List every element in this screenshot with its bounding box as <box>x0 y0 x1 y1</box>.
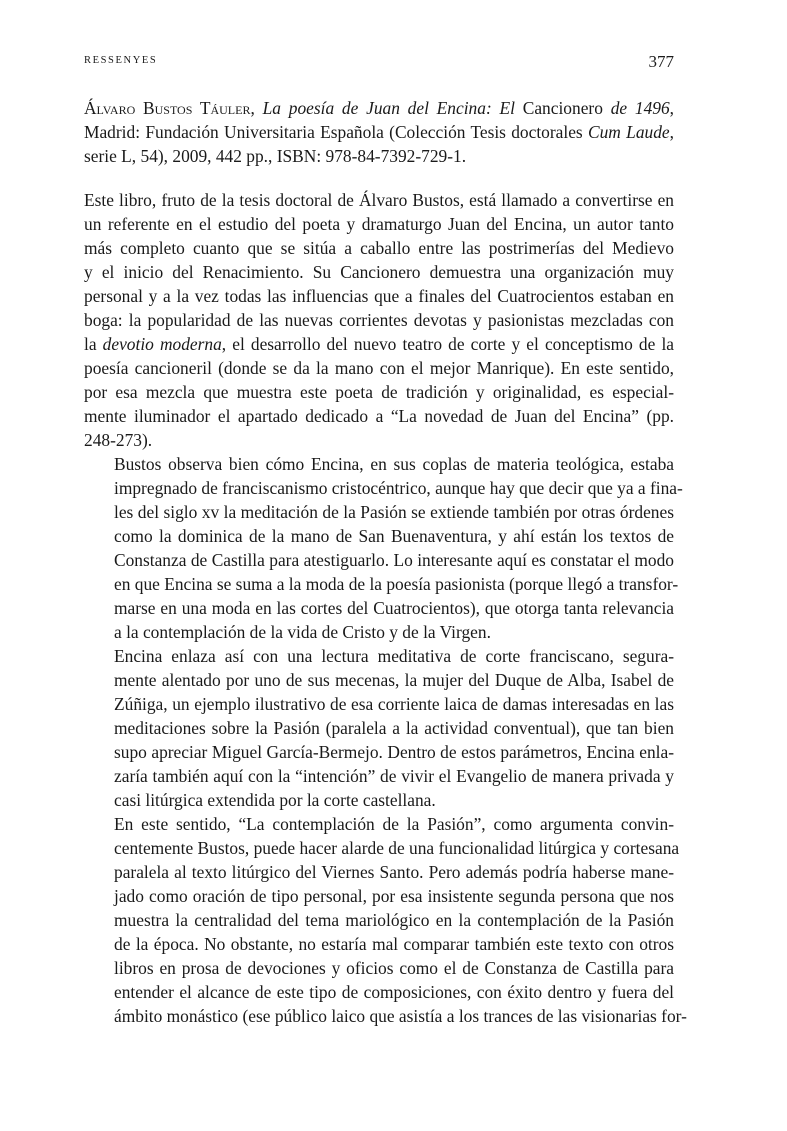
page-number: 377 <box>648 52 674 71</box>
text-line: y el inicio del Renacimiento. Su Cancionero demuestra una organización muy <box>84 262 674 282</box>
text-line: poesía cancioneril (donde se da la mano con el mejor Manrique). En este sentido, <box>84 358 674 378</box>
text-line: supo apreciar Miguel García-Bermejo. Dentro de estos parámetros, Encina enla- <box>114 742 674 762</box>
section-label: RESSENYES <box>84 55 158 66</box>
text-line: paralela al texto litúrgico del Viernes Santo. Pero además podría haberse mane- <box>114 862 674 882</box>
text-line: a la contemplación de la vida de Cristo y de la Virgen. <box>114 622 491 642</box>
text-line: les del siglo xv la meditación de la Pasión se extiende también por otras órdenes <box>114 502 674 522</box>
reviewed-author: Álvaro Bustos Táuler <box>84 98 251 118</box>
text-line: centemente Bustos, puede hacer alarde de una funcionalidad litúrgica y cortesana <box>114 838 680 858</box>
text-line: Encina enlaza así con una lectura meditativa de corte franciscano, segura- <box>114 646 674 666</box>
paragraph <box>84 644 674 812</box>
text-line: Este libro, fruto de la tesis doctoral de Álvaro Bustos, está llamado a convertirse en <box>84 190 674 210</box>
text-line: Bustos observa bien cómo Encina, en sus coplas de materia teológica, estaba <box>114 454 674 474</box>
reviewed-title-roman: Cancionero <box>522 98 603 118</box>
text-line: meditaciones sobre la Pasión (paralela a la actividad conventual), que tan bien <box>114 718 674 738</box>
reviewed-title-part1: La poesía de Juan del Encina: El <box>262 98 515 118</box>
publisher-info: Madrid: Fundación Universitaria Española (Colección Tesis doctorales <box>84 122 583 142</box>
series-details: , serie L, 54), 2009, 442 pp., ISBN: 978-84-7392-729-1. <box>84 122 674 166</box>
series-name: Cum Laude <box>588 122 670 142</box>
text-line: Zúñiga, un ejemplo ilustrativo de esa corriente laica de damas interesadas en las <box>114 694 674 714</box>
text-line: casi litúrgica extendida por la corte castellana. <box>114 790 436 810</box>
text-line: personal y a la vez todas las influencias que a finales del Cuatrocientos estaban en <box>84 286 674 306</box>
text-line: más completo cuanto que se sitúa a caballo entre las postrimerías del Medievo <box>84 238 674 258</box>
text-line: impregnado de franciscanismo cristocéntrico, aunque hay que decir que ya a fina- <box>114 478 683 498</box>
text-line: boga: la popularidad de las nuevas corrientes devotas y pasionistas mezcladas con <box>84 310 674 330</box>
paragraph <box>84 188 674 452</box>
text-line: ámbito monástico (ese público laico que asistía a los trances de las visionarias for- <box>114 1006 687 1026</box>
text-line: la devotio moderna, el desarrollo del nuevo teatro de corte y el conceptismo de la <box>84 334 674 354</box>
paragraph <box>84 452 683 644</box>
text-line: jado como oración de tipo personal, por esa insistente segunda persona que nos <box>114 886 674 906</box>
text-line: marse en una moda en las cortes del Cuatrocientos), que otorga tanta relevancia <box>114 598 674 618</box>
text-line: En este sentido, “La contemplación de la Pasión”, como argumenta convin- <box>114 814 674 834</box>
text-line: 248-273). <box>84 430 153 450</box>
text-line: entender el alcance de este tipo de composiciones, con éxito dentro y fuera del <box>114 982 674 1002</box>
text-line: en que Encina se suma a la moda de la poesía pasionista (porque llegó a transfor- <box>114 574 679 594</box>
reviewed-title-part2: de 1496 <box>610 98 670 118</box>
text-line: mente iluminador el apartado dedicado a “La novedad de Juan del Encina” (pp. <box>84 406 674 426</box>
paragraph <box>84 812 687 1028</box>
text-line: de la época. No obstante, no estaría mal comparar también este texto con otros <box>114 934 674 954</box>
bibliographic-reference: Álvaro Bustos Táuler, La poesía de Juan del Encina: El Cancionero de 1496, Madrid: Fundación Universitaria Española (Colección Tesis doctorales Cum Laude, serie L, 54), 2009, 442 pp., ISBN: 978-84-7392-729-1. <box>84 98 675 166</box>
text-line: zaría también aquí con la “intención” de vivir el Evangelio de manera privada y <box>114 766 674 786</box>
text-line: Constanza de Castilla para atestiguarlo. Lo interesante aquí es constatar el modo <box>114 550 674 570</box>
running-head <box>84 52 674 72</box>
text-line: libros en prosa de devociones y oficios como el de Constanza de Castilla para <box>114 958 674 978</box>
text-line: mente alentado por uno de sus mecenas, la mujer del Duque de Alba, Isabel de <box>114 670 674 690</box>
text-line: como la dominica de la mano de San Buenaventura, y ahí están los textos de <box>114 526 674 546</box>
review-body <box>84 188 687 1028</box>
text-line: por esa mezcla que muestra este poeta de tradición y originalidad, es especial- <box>84 382 674 402</box>
text-line: muestra la centralidad del tema mariológico en la contemplación de la Pasión <box>114 910 674 930</box>
text-line: un referente en el estudio del poeta y dramaturgo Juan del Encina, un autor tanto <box>84 214 674 234</box>
